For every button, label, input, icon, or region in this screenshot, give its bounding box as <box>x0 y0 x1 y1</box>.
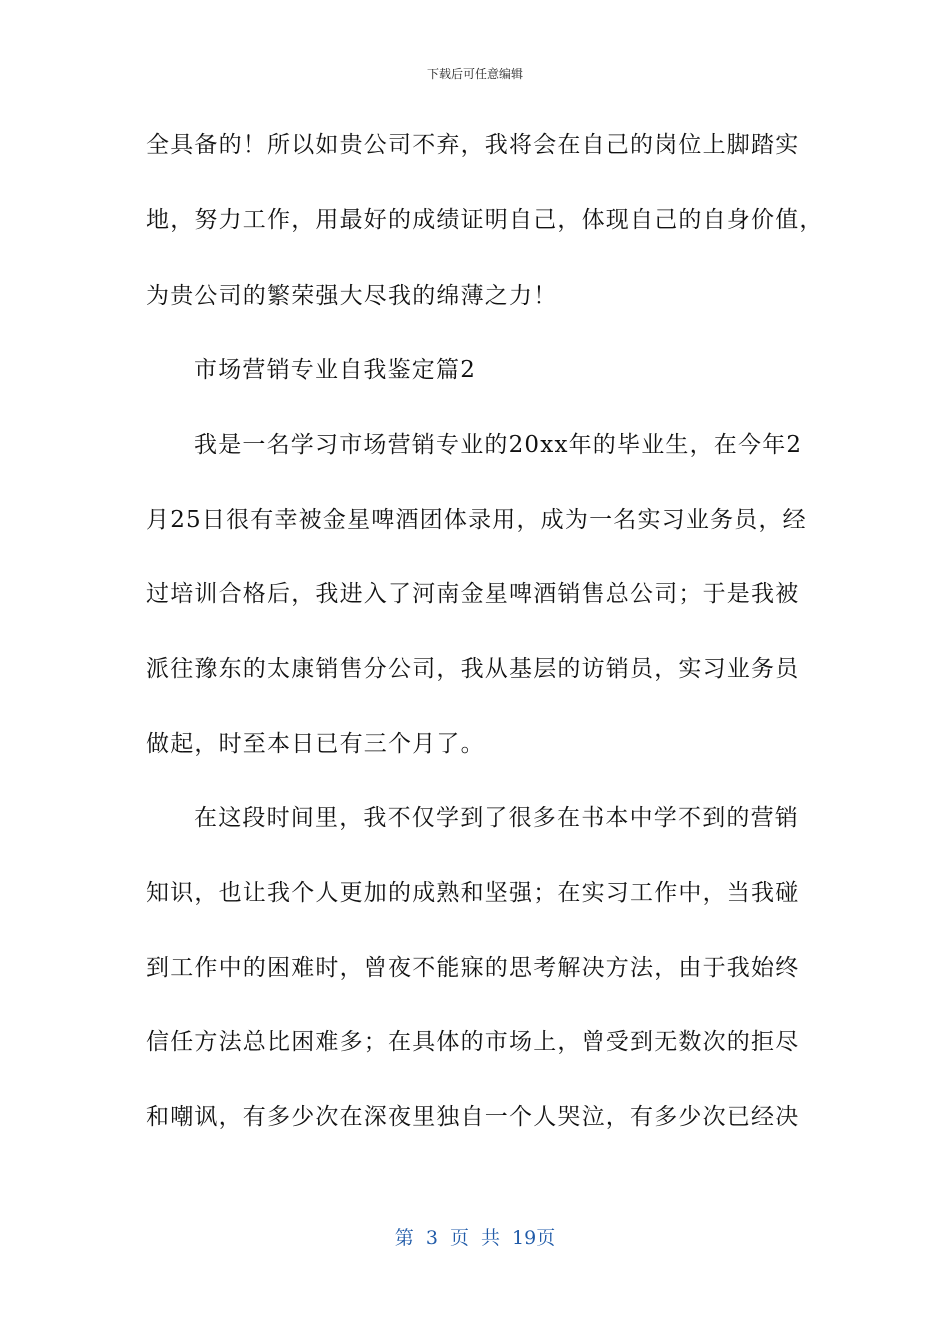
text-line: 在这段时间里，我不仅学到了很多在书本中学不到的营销 <box>194 805 799 831</box>
text-line: 过培训合格后，我进入了河南金星啤酒销售总公司；于是我被 <box>146 581 800 607</box>
page-number: 第 3 页 共 19页 <box>394 1227 556 1249</box>
header-note: 下载后可任意编辑 <box>426 67 523 81</box>
text-line: 和嘲讽，有多少次在深夜里独自一个人哭泣，有多少次已经决 <box>146 1104 800 1130</box>
section-heading: 市场营销专业自我鉴定篇2 <box>194 357 477 383</box>
text-line: 做起，时至本日已有三个月了。 <box>146 731 485 757</box>
text-line: 信任方法总比困难多；在具体的市场上，曾受到无数次的拒尽 <box>146 1029 800 1055</box>
text-line: 月25日很有幸被金星啤酒团体录用，成为一名实习业务员，经 <box>146 507 807 533</box>
text-line: 派往豫东的太康销售分公司，我从基层的访销员，实习业务员 <box>146 656 800 682</box>
text-line: 到工作中的困难时，曾夜不能寐的思考解决方法，由于我始终 <box>146 955 800 981</box>
text-line: 地，努力工作，用最好的成绩证明自己，体现自己的自身价值， <box>146 207 824 233</box>
text-line: 我是一名学习市场营销专业的20xx年的毕业生，在今年2 <box>194 432 803 458</box>
text-line: 为贵公司的繁荣强大尽我的绵薄之力！ <box>146 283 558 309</box>
text-line: 全具备的！所以如贵公司不弃，我将会在自己的岗位上脚踏实 <box>146 132 800 158</box>
text-line: 知识，也让我个人更加的成熟和坚强；在实习工作中，当我碰 <box>146 880 800 906</box>
